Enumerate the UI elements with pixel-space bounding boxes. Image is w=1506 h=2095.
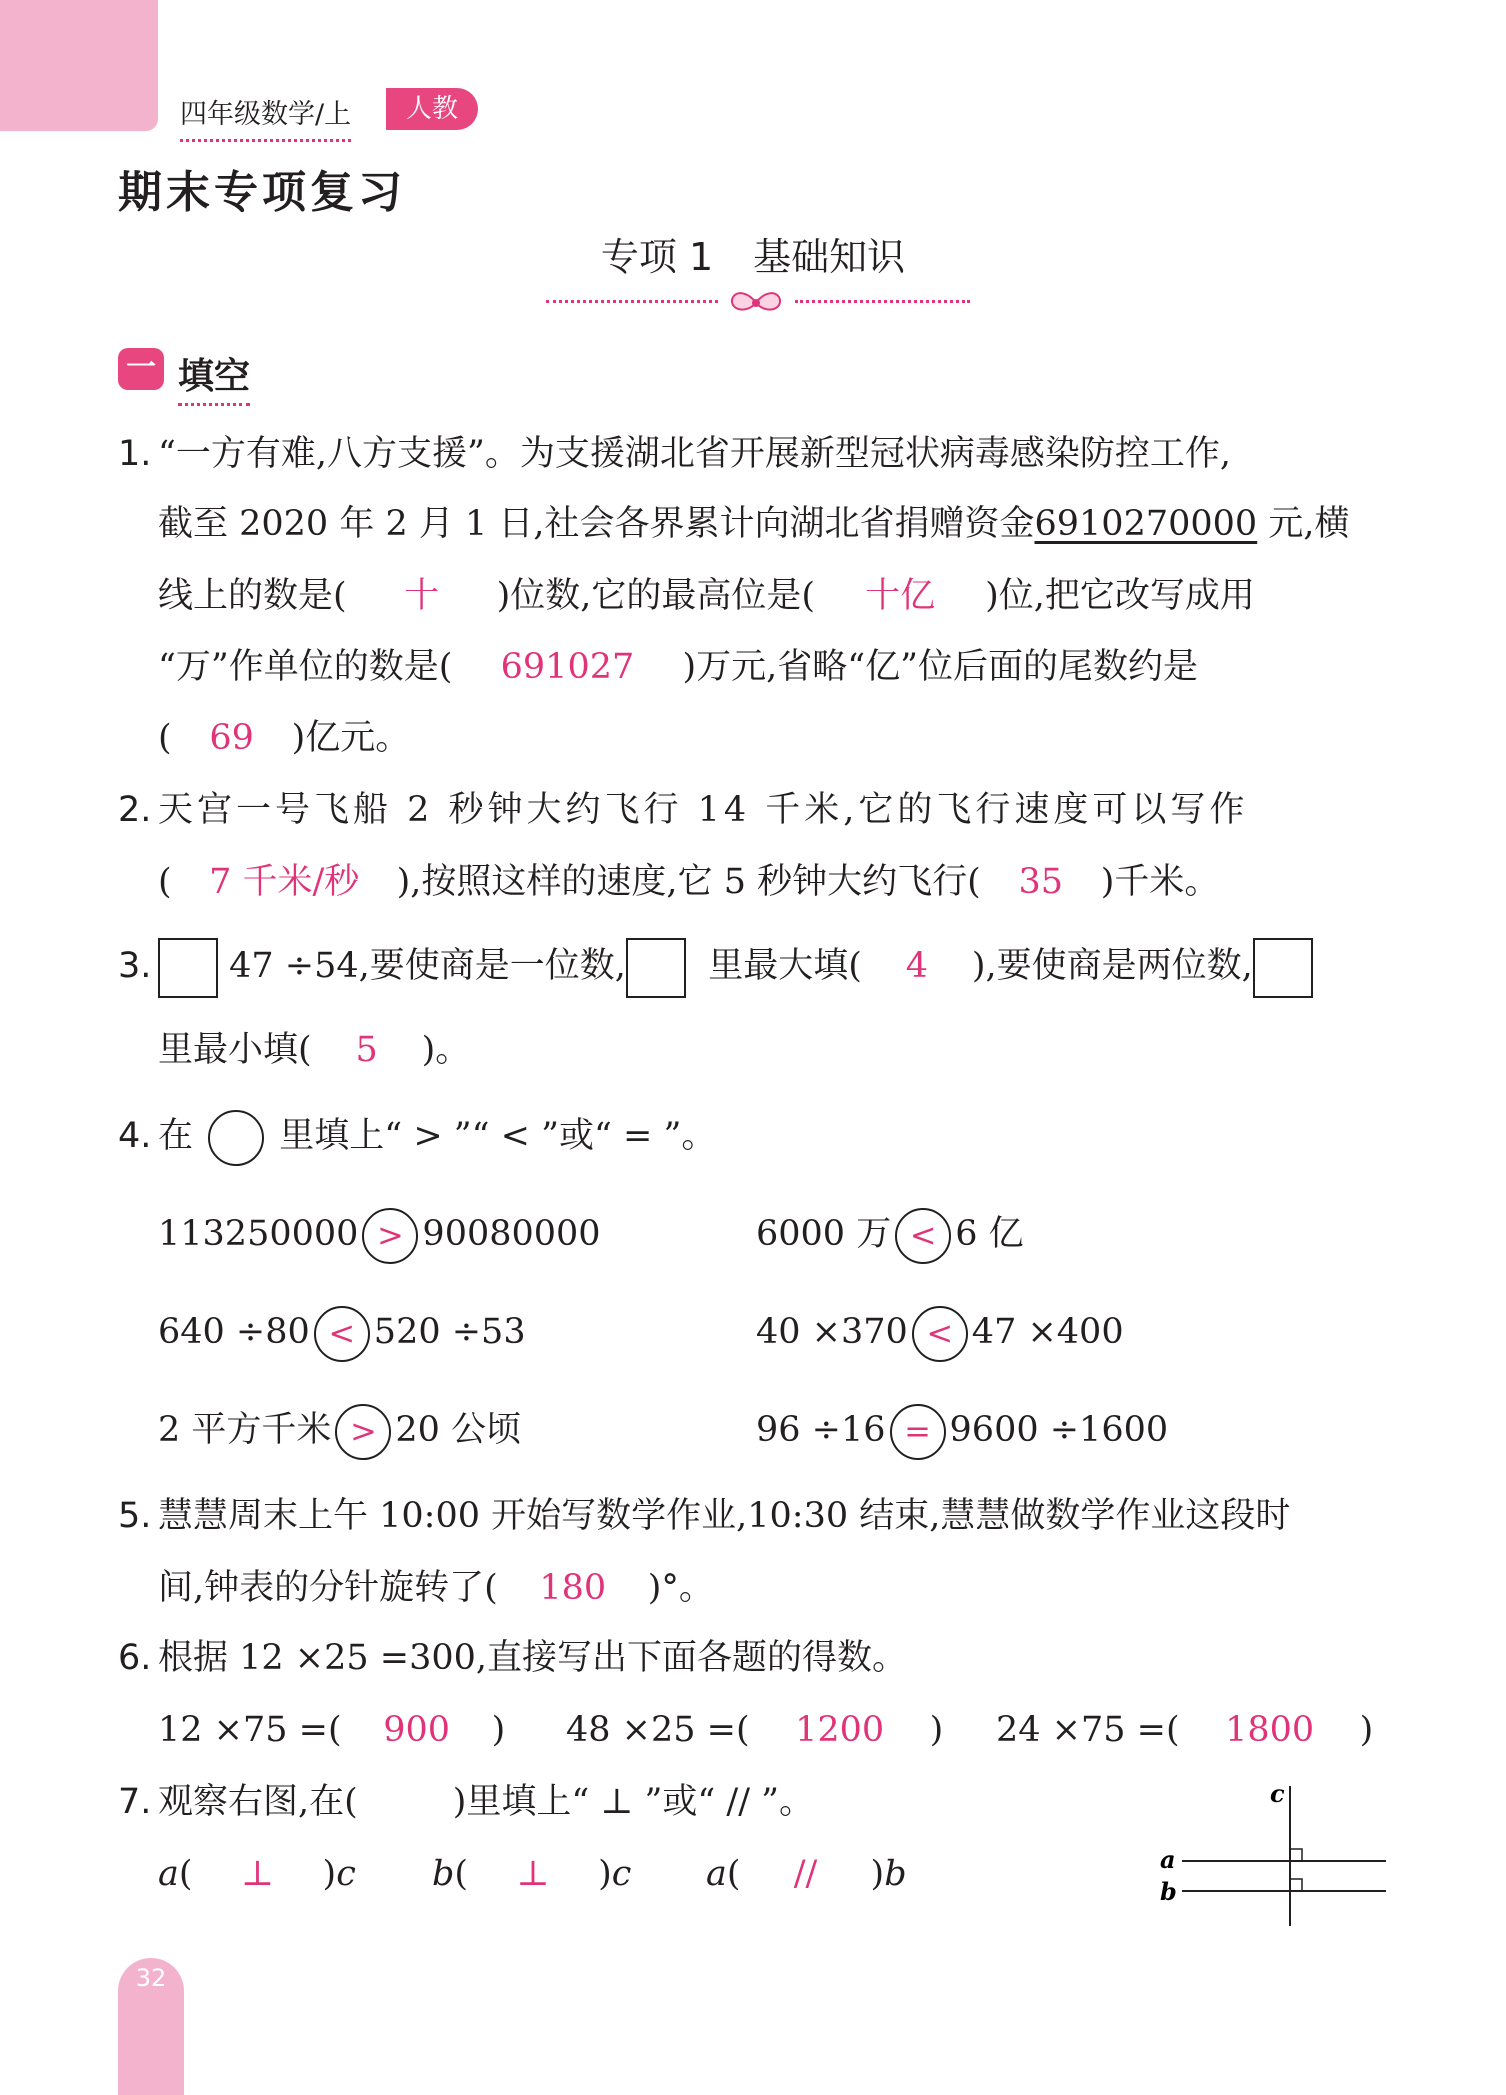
q1-text: )位数,它的最高位是( bbox=[496, 576, 816, 616]
compare-left: 96 ÷16 bbox=[756, 1410, 886, 1450]
subtitle-name: 基础知识 bbox=[753, 235, 906, 279]
q7-item: a( ⊥ )c bbox=[158, 1854, 356, 1894]
q7-line-label: c bbox=[611, 1854, 632, 1894]
compare-right: 90080000 bbox=[422, 1214, 601, 1254]
compare-item bbox=[158, 1400, 521, 1460]
right-angle-mark bbox=[1290, 1879, 1302, 1891]
q2-line-1: 天宫一号飞船 2 秒钟大约飞行 14 千米,它的飞行速度可以写作 bbox=[158, 790, 1249, 830]
digit-box[interactable] bbox=[626, 938, 686, 998]
q3-text: 里最小填( bbox=[158, 1030, 312, 1070]
decorative-dotted-line-left bbox=[546, 300, 718, 303]
q7-line-label: a bbox=[158, 1854, 179, 1894]
answer-blank[interactable]: 7 千米/秒 bbox=[209, 862, 360, 902]
compare-left: 6000 万 bbox=[756, 1214, 892, 1254]
answer-blank[interactable]: 1200 bbox=[795, 1710, 885, 1750]
compare-right: 520 ÷53 bbox=[373, 1312, 526, 1352]
q7-text: 观察右图,在( bbox=[158, 1782, 358, 1822]
q1-line-2 bbox=[158, 502, 1349, 546]
answer-blank[interactable]: 900 bbox=[383, 1710, 451, 1750]
q6-item bbox=[158, 1708, 505, 1752]
compare-item bbox=[158, 1302, 526, 1362]
compare-right: 47 ×400 bbox=[971, 1312, 1124, 1352]
q3-line-2 bbox=[158, 1028, 470, 1072]
question-number-3: 3. bbox=[118, 946, 152, 986]
q2-text: ),按照这样的速度,它 5 秒钟大约飞行( bbox=[396, 862, 981, 902]
q1-text: )亿元。 bbox=[291, 718, 411, 758]
q1-text: 线上的数是( bbox=[158, 576, 347, 616]
compare-right: 20 公顷 bbox=[395, 1410, 522, 1450]
compare-item bbox=[756, 1302, 1124, 1362]
q1-text: “万”作单位的数是( bbox=[158, 647, 453, 687]
decorative-dotted-line-right bbox=[795, 300, 970, 303]
q5-text: 间,钟表的分针旋转了( bbox=[158, 1568, 498, 1608]
bow-icon bbox=[728, 288, 784, 318]
q2-text: )千米。 bbox=[1100, 862, 1220, 902]
answer-blank[interactable]: 180 bbox=[539, 1568, 607, 1608]
compare-left: 2 平方千米 bbox=[158, 1410, 332, 1450]
right-angle-mark bbox=[1290, 1849, 1302, 1861]
answer-blank[interactable]: 4 bbox=[905, 946, 928, 986]
answer-blank[interactable]: // bbox=[793, 1854, 818, 1894]
compare-circle[interactable]: < bbox=[912, 1306, 968, 1362]
answer-blank[interactable]: 1800 bbox=[1225, 1710, 1315, 1750]
q2-line-2 bbox=[158, 860, 1219, 904]
q1-text: 元,横 bbox=[1257, 504, 1350, 544]
q7-text: )里填上“ ⊥ ”或“ // ”。 bbox=[452, 1782, 815, 1822]
answer-blank[interactable]: 691027 bbox=[500, 647, 635, 687]
question-number-6: 6. bbox=[118, 1638, 152, 1678]
q6-line-1: 根据 12 ×25 =300,直接写出下面各题的得数。 bbox=[158, 1638, 908, 1678]
compare-right: 9600 ÷1600 bbox=[949, 1410, 1169, 1450]
question-number-7: 7. bbox=[118, 1782, 152, 1822]
compare-circle[interactable]: = bbox=[890, 1404, 946, 1460]
q1-text: ( bbox=[158, 718, 172, 758]
q5-line-1: 慧慧周末上午 10:00 开始写数学作业,10:30 结束,慧慧做数学作业这段时 bbox=[158, 1496, 1291, 1536]
compare-circle[interactable]: > bbox=[362, 1208, 418, 1264]
q7-item: a( // )b bbox=[706, 1854, 907, 1894]
answer-blank[interactable]: 十亿 bbox=[865, 576, 936, 616]
question-number-5: 5. bbox=[118, 1496, 152, 1536]
q1-text: )位,把它改写成用 bbox=[985, 576, 1255, 616]
compare-circle[interactable]: < bbox=[895, 1208, 951, 1264]
q6-text: ) bbox=[1359, 1710, 1374, 1750]
q4-text: 里填上“ > ”“ < ”或“ = ”。 bbox=[279, 1116, 717, 1156]
compare-circle[interactable]: > bbox=[335, 1404, 391, 1460]
digit-box[interactable] bbox=[158, 938, 218, 998]
compare-item bbox=[756, 1400, 1168, 1460]
label-b: b bbox=[1160, 1877, 1177, 1906]
q7-item: b( ⊥ )c bbox=[432, 1854, 632, 1894]
answer-blank[interactable]: 69 bbox=[209, 718, 254, 758]
label-c: c bbox=[1270, 1779, 1285, 1808]
compare-left: 40 ×370 bbox=[756, 1312, 908, 1352]
section-number-badge: 一 bbox=[118, 348, 164, 390]
q3-text: 47 ÷54,要使商是一位数, bbox=[229, 946, 626, 986]
edition-badge: 人教 bbox=[386, 88, 478, 130]
q2-text: ( bbox=[158, 862, 172, 902]
q4-intro bbox=[158, 1106, 716, 1166]
q6-expression: 48 ×25 =( bbox=[566, 1710, 750, 1750]
subtitle-number: 专项 1 bbox=[600, 235, 714, 279]
question-number-4: 4. bbox=[118, 1116, 152, 1156]
compare-left: 640 ÷80 bbox=[158, 1312, 310, 1352]
q1-line-3 bbox=[158, 574, 1255, 618]
digit-box[interactable] bbox=[1253, 938, 1313, 998]
q7-line-label: a bbox=[706, 1854, 727, 1894]
q7-line-label: b bbox=[884, 1854, 907, 1894]
book-title: 四年级数学/上 bbox=[180, 92, 351, 142]
answer-blank[interactable]: ⊥ bbox=[516, 1854, 550, 1894]
q6-text: ) bbox=[929, 1710, 944, 1750]
section-subtitle bbox=[0, 226, 1506, 281]
q7-line-label: c bbox=[336, 1854, 356, 1894]
perpendicular-lines-figure bbox=[1150, 1778, 1400, 1938]
q1-line-4 bbox=[158, 645, 1198, 689]
corner-tab bbox=[0, 0, 158, 131]
q6-text: ) bbox=[491, 1710, 506, 1750]
q1-line-5 bbox=[158, 716, 410, 760]
answer-blank[interactable]: 5 bbox=[355, 1030, 378, 1070]
compare-item bbox=[756, 1204, 1024, 1264]
answer-blank[interactable]: 十 bbox=[404, 576, 440, 616]
q3-text: 里最大填( bbox=[708, 946, 862, 986]
q6-item bbox=[996, 1708, 1373, 1752]
compare-item bbox=[158, 1204, 601, 1264]
q5-line-2 bbox=[158, 1566, 714, 1610]
question-number-1: 1. bbox=[118, 434, 152, 474]
q7-line-label: b bbox=[432, 1854, 455, 1894]
q1-line-1: “一方有难,八方支援”。为支援湖北省开展新型冠状病毒感染防控工作, bbox=[158, 434, 1232, 474]
q3-line-1 bbox=[158, 934, 1313, 998]
page-number: 32 bbox=[135, 1964, 167, 1992]
label-a: a bbox=[1160, 1845, 1176, 1874]
q4-text: 在 bbox=[158, 1116, 194, 1156]
compare-left: 113250000 bbox=[158, 1214, 359, 1254]
q1-underlined-number: 6910270000 bbox=[1034, 504, 1258, 544]
answer-blank[interactable]: 35 bbox=[1018, 862, 1064, 902]
q1-text: 截至 2020 年 2 月 1 日,社会各界累计向湖北省捐赠资金 bbox=[158, 504, 1035, 544]
q5-text: )°。 bbox=[647, 1568, 714, 1608]
q6-expression: 24 ×75 =( bbox=[996, 1710, 1180, 1750]
page-title: 期末专项复习 bbox=[118, 167, 406, 218]
compare-right: 6 亿 bbox=[955, 1214, 1024, 1254]
answer-blank[interactable]: ⊥ bbox=[241, 1854, 274, 1894]
q6-expression: 12 ×75 =( bbox=[158, 1710, 342, 1750]
q6-item bbox=[566, 1708, 943, 1752]
q1-text: )万元,省略“亿”位后面的尾数约是 bbox=[682, 647, 1199, 687]
q7-line-1 bbox=[158, 1780, 814, 1824]
question-number-2: 2. bbox=[118, 790, 152, 830]
section-title: 填空 bbox=[178, 348, 250, 406]
compare-circle-example bbox=[208, 1110, 264, 1166]
compare-circle[interactable]: < bbox=[314, 1306, 370, 1362]
q3-text: )。 bbox=[421, 1030, 471, 1070]
q3-text: ),要使商是两位数, bbox=[971, 946, 1253, 986]
